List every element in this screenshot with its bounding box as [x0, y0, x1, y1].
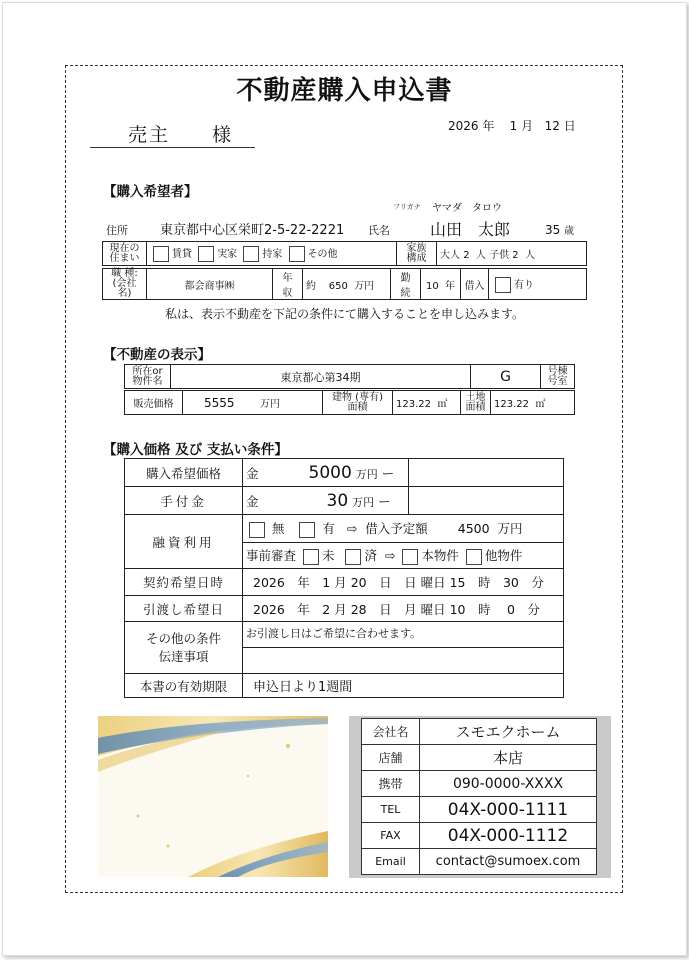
- residence-options: 賃貸 実家 持家 その他: [147, 242, 397, 266]
- validity-label: 本書の有効期限: [125, 674, 243, 698]
- company-info-panel: [349, 716, 611, 878]
- name-value: 山田 太郎: [430, 220, 511, 239]
- purchase-price-note: [409, 459, 564, 487]
- other-conditions-label: その他の条件 伝達事項: [125, 622, 243, 674]
- residence-family-checkbox[interactable]: [198, 246, 214, 262]
- furigana-label: フリガナ: [393, 203, 421, 211]
- deposit-label: 手付金: [125, 487, 243, 515]
- loan-label: 借入: [461, 269, 489, 300]
- handover-date-value: 2026 年 2 月 28 日 月 曜日 10 時 0 分: [243, 596, 564, 622]
- application-statement: 私は、表示不動産を下記の条件にて購入することを申し込みます。: [164, 307, 525, 321]
- validity-value: 申込日より1週間: [243, 674, 564, 698]
- room-value: G: [471, 365, 541, 389]
- deposit-value: 金 30 万円 ー: [243, 487, 409, 515]
- land-area-value: 123.22 ㎡: [491, 391, 575, 415]
- property-table-row1: [124, 364, 575, 389]
- years-value: 10 年: [421, 269, 461, 300]
- mobile-label: 携帯: [362, 771, 420, 797]
- prereview-row: 事前審査 未 済 ⇨ 本物件 他物件: [243, 543, 564, 569]
- financing-label: 融資利用: [125, 515, 243, 569]
- payment-section-heading: 【購入価格 及び 支払い条件】: [103, 442, 288, 458]
- other-conditions-text: お引渡し日はご希望に合わせます。: [243, 622, 564, 648]
- prereview-not-checkbox[interactable]: [303, 549, 319, 565]
- other-conditions-blank: [243, 648, 564, 674]
- this-property-checkbox[interactable]: [402, 549, 418, 565]
- furigana-value: ヤマダ タロウ: [432, 203, 502, 214]
- contract-date-label: 契約希望日時: [125, 569, 243, 596]
- building-area-label: 建物 (専有) 面積: [323, 391, 393, 415]
- buyer-info-table: [102, 241, 587, 266]
- price-value: 5555 万円: [183, 391, 323, 415]
- income-label: 年 収: [273, 269, 303, 300]
- handover-date-label: 引渡し希望日: [125, 596, 243, 622]
- fax-value: 04X-000-1112: [420, 823, 597, 849]
- age-value: 35 歳: [545, 223, 575, 237]
- residence-owned-checkbox[interactable]: [243, 246, 259, 262]
- location-label: 所在or 物件名: [125, 365, 171, 389]
- residence-other-checkbox[interactable]: [289, 246, 305, 262]
- property-table-row2: [124, 390, 575, 415]
- building-area-value: 123.22 ㎡: [393, 391, 461, 415]
- contract-date-value: 2026 年 1 月 20 日 日 曜日 15 時 30 分: [243, 569, 564, 596]
- employment-table: [102, 268, 587, 300]
- loan-yes-checkbox-2[interactable]: [299, 522, 315, 538]
- address-value: 東京都中心区栄町2-5-22-2221: [160, 223, 345, 238]
- loan-yes-checkbox[interactable]: [495, 277, 511, 293]
- residence-label: 現在の 住まい: [103, 242, 147, 266]
- job-value: 都会商事㈱: [147, 269, 273, 300]
- name-label: 氏名: [368, 224, 390, 237]
- company-name-label: 会社名: [362, 719, 420, 745]
- price-label: 販売価格: [125, 391, 183, 415]
- buyer-section-heading: 【購入希望者】: [103, 184, 198, 200]
- document-title: 不動産購入申込書: [236, 76, 453, 106]
- purchase-price-label: 購入希望価格: [125, 459, 243, 487]
- financing-row: 無 有 ⇨ 借入予定額 4500 万円: [243, 515, 564, 543]
- branch-label: 店舗: [362, 745, 420, 771]
- tel-value: 04X-000-1111: [420, 797, 597, 823]
- job-label: 職 種: (会社名): [103, 269, 147, 300]
- loan-none-checkbox[interactable]: [249, 522, 265, 538]
- tel-label: TEL: [362, 797, 420, 823]
- property-section-heading: 【不動産の表示】: [103, 347, 211, 363]
- company-name-value: スモエクホーム: [420, 719, 597, 745]
- gold-brush-decoration: [98, 716, 328, 877]
- fax-label: FAX: [362, 823, 420, 849]
- land-area-label: 土地 面積: [461, 391, 491, 415]
- company-info-table: [361, 718, 597, 875]
- mobile-value: 090-0000-XXXX: [420, 771, 597, 797]
- address-label: 住所: [106, 224, 128, 237]
- family-label: 家族 構成: [397, 242, 437, 266]
- prereview-done-checkbox[interactable]: [345, 549, 361, 565]
- income-value: 約 650 万円: [303, 269, 391, 300]
- email-value: contact@sumoex.com: [420, 849, 597, 875]
- years-label: 勤 続: [391, 269, 421, 300]
- other-property-checkbox[interactable]: [466, 549, 482, 565]
- room-label: 号棟 号室: [541, 365, 575, 389]
- branch-value: 本店: [420, 745, 597, 771]
- email-label: Email: [362, 849, 420, 875]
- location-value: 東京都心第34期: [171, 365, 471, 389]
- deposit-note: [409, 487, 564, 515]
- seller-addressee: 売主 様: [90, 120, 255, 148]
- decorative-image: [98, 716, 328, 877]
- application-date: 2026 年 1 月 12 日: [448, 119, 576, 133]
- purchase-price-value: 金 5000 万円 ー: [243, 459, 409, 487]
- residence-rent-checkbox[interactable]: [153, 246, 169, 262]
- payment-table: [124, 458, 564, 698]
- loan-option: 有り: [489, 269, 587, 300]
- family-composition: 大人 2 人 子供 2 人: [437, 242, 587, 266]
